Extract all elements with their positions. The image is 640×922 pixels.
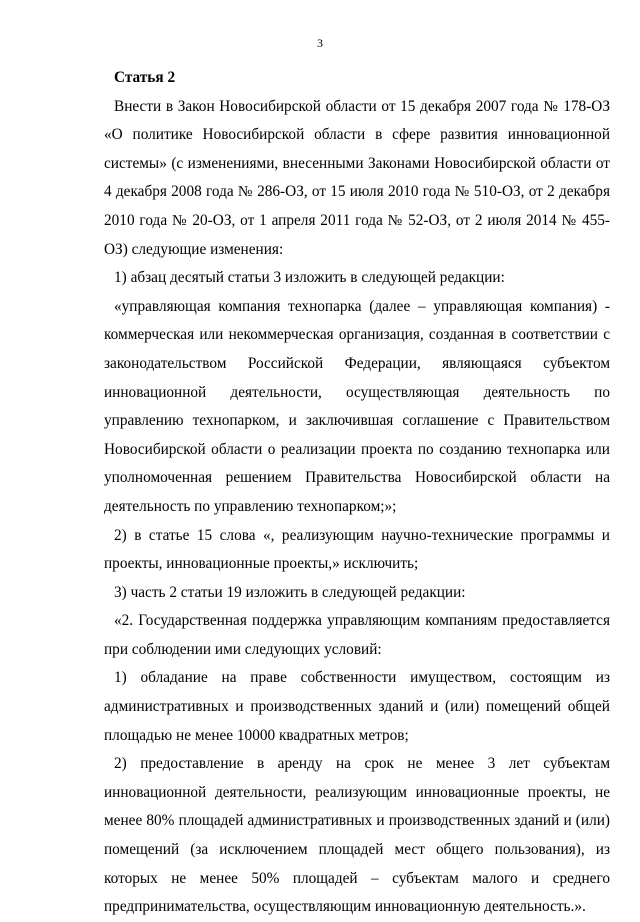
amendment-item-1-text: «управляющая компания технопарка (далее – управляющая компания) - коммерческая или некоммерческая организация, созданная в соответствии с законодательством Российской Федерации, являющаяся субъектом инновационной деятельности, осуществляющая деятельность по управлению технопарком, и заключившая соглашение с Правительством Новосибирской области о реализации проекта по созданию технопарка или уполномоченная решением Правительства Новосибирской области на деятельность по управлению технопарком;»; xyxy=(104,297,610,515)
intro-paragraph: Внести в Закон Новосибирской области от 15 декабря 2007 года № 178-ОЗ «О политике Новосибирской области в сфере развития инновационной системы» (с изменениями, внесенными Законами Новосибирской области от 4 декабря 2008 года № 286-ОЗ, от 15 июля 2010 года № 510-ОЗ, от 2 декабря 2010 года № 20-ОЗ, от 1 апреля 2011 года № 52-ОЗ, от 2 июля 2014 № 455-ОЗ) следующие изменения: xyxy=(104,97,610,258)
amendment-item-2: 2) в статье 15 слова «, реализующим научно-технические программы и проекты, инновационные проекты,» исключить; xyxy=(104,526,610,573)
page-number: 3 xyxy=(317,36,323,50)
amendment-item-1: 1) абзац десятый статьи 3 изложить в следующей редакции: xyxy=(114,269,505,287)
amendment-item-3-text: «2. Государственная поддержка управляющим компаниям предоставляется при соблюдении ими следующих условий: xyxy=(104,612,610,658)
document-body xyxy=(104,64,610,922)
amendment-item-3: 3) часть 2 статьи 19 изложить в следующей редакции: xyxy=(114,583,466,601)
article-title: Статья 2 xyxy=(114,69,176,86)
condition-item-1: 1) обладание на праве собственности имуществом, состоящим из административных и производственных зданий и (или) помещений общей площадью не менее 10000 квадратных метров; xyxy=(104,669,610,744)
condition-item-2: 2) предоставление в аренду на срок не менее 3 лет субъектам инновационной деятельности, реализующим инновационные проекты, не менее 80% площадей административных и производственных зданий и (или) помещений (за исключением площадей мест общего пользования), из которых не менее 50% площадей – субъектам малого и среднего предпринимательства, осуществляющим инновационную деятельность.». xyxy=(104,755,610,916)
